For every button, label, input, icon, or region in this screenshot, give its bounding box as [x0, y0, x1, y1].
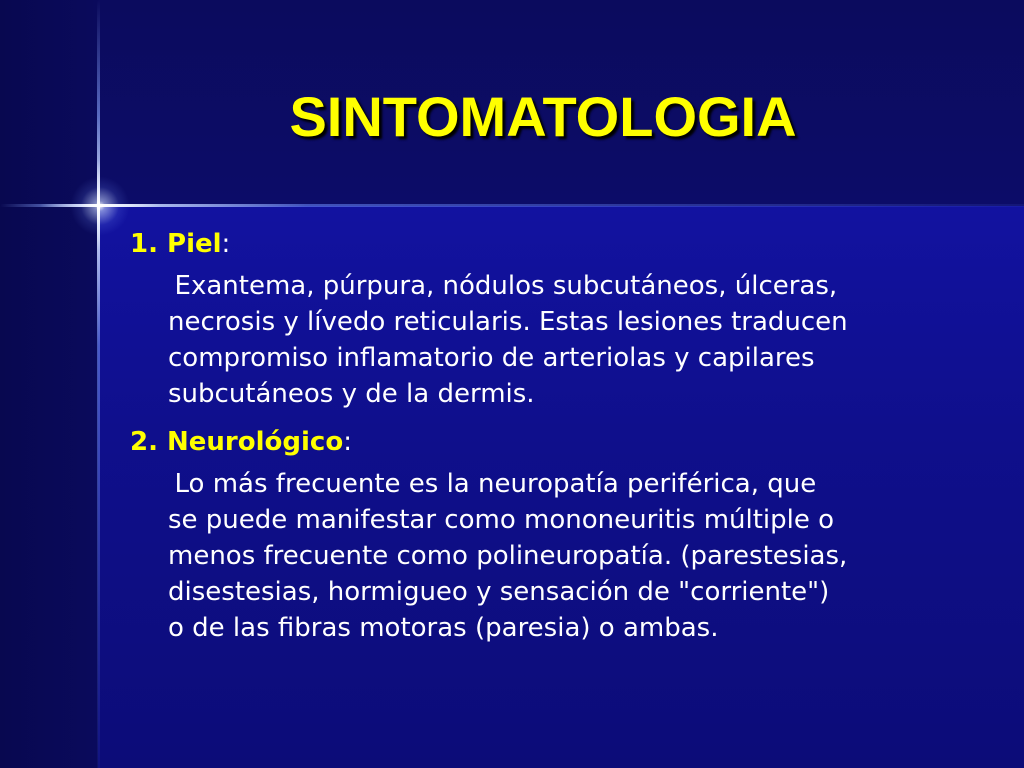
section-heading-neurologico	[130, 424, 970, 460]
section-text-neurologico	[158, 466, 970, 646]
text-line: disestesias, hormigueo y sensación de "corriente")	[168, 577, 830, 607]
text-line: o de las fibras motoras (paresia) o ambas.	[168, 613, 719, 643]
star-flare-horizontal	[40, 204, 160, 207]
text-line: Lo más frecuente es la neuropatía periférica, que	[158, 469, 817, 499]
section-heading-label: 2. Neurológico	[130, 427, 344, 457]
text-line: se puede manifestar como mononeuritis múltiple o	[168, 505, 835, 535]
slide-title: SINTOMATOLOGIA	[289, 85, 797, 148]
section-heading-piel	[130, 226, 970, 262]
text-line: necrosis y lívedo reticularis. Estas lesiones traducen	[168, 307, 848, 337]
star-flare-vertical	[97, 160, 100, 250]
text-line: Exantema, púrpura, nódulos subcutáneos, úlceras,	[158, 271, 838, 301]
section-heading-colon: :	[221, 229, 231, 259]
text-line: menos frecuente como polineuropatía. (parestesias,	[168, 541, 848, 571]
slide-body	[130, 226, 970, 646]
section-text-piel	[158, 268, 970, 412]
section-heading-label: 1. Piel	[130, 229, 222, 259]
section-heading-colon: :	[343, 427, 352, 457]
text-line: compromiso inflamatorio de arteriolas y capilares	[168, 343, 815, 373]
text-line: subcutáneos y de la dermis.	[168, 379, 535, 409]
